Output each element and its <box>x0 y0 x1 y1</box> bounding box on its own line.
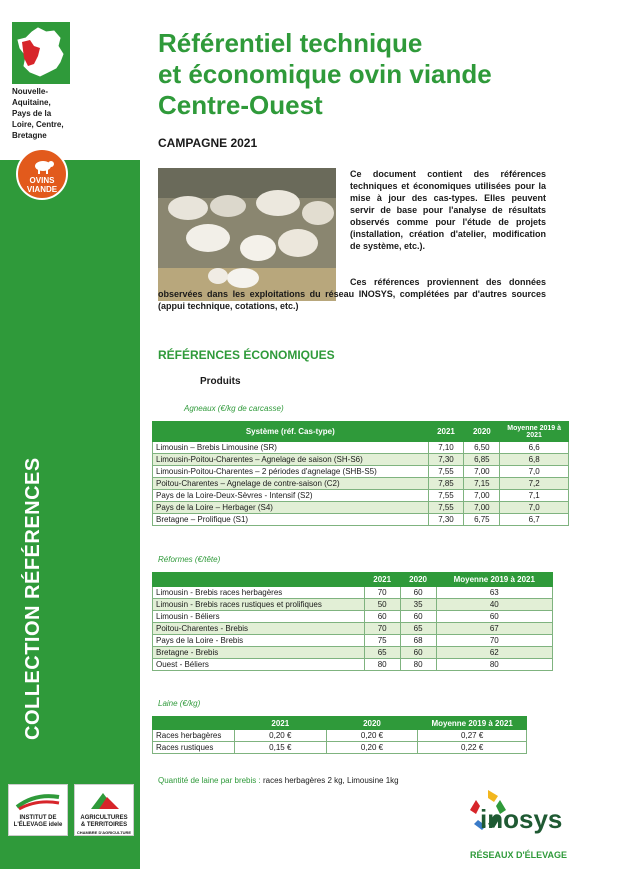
table-cell: 70 <box>436 635 552 647</box>
table-cell: Limousin-Poitou-Charentes – 2 périodes d'agnelage (SHB-S5) <box>153 466 429 478</box>
region-line: Pays de la <box>12 109 52 118</box>
table-cell: Pays de la Loire – Herbager (S4) <box>153 502 429 514</box>
agneaux-caption: Agneaux (€/kg de carcasse) <box>184 404 284 413</box>
table-cell: 6,50 <box>464 442 500 454</box>
laine-caption: Laine (€/kg) <box>158 699 201 708</box>
title-line: Centre-Ouest <box>158 90 323 120</box>
campaign-label: CAMPAGNE 2021 <box>158 136 258 150</box>
table-row <box>153 623 553 635</box>
products-label: Produits <box>200 376 241 387</box>
table-cell: 0,22 € <box>418 742 527 754</box>
title-line: et économique ovin viande <box>158 59 492 89</box>
table-row <box>153 478 569 490</box>
table-cell: 60 <box>436 611 552 623</box>
table-cell: 50 <box>364 599 400 611</box>
table-cell: 6,75 <box>464 514 500 526</box>
reformes-header: Moyenne 2019 à 2021 <box>436 573 552 587</box>
agneaux-header: 2020 <box>464 422 500 442</box>
agneaux-header: Système (réf. Cas-type) <box>153 422 429 442</box>
table-cell: 60 <box>400 611 436 623</box>
intro-paragraph-1: Ce document contient des références techniques et économiques utilisées pour la mise à jour des cas-types. Elles peuvent servir de base pour l'analyse de résultats observés comme pour l'étude de projets (installation, création d'atelier, modification de système, etc.). <box>350 169 546 251</box>
table-cell: 7,55 <box>428 466 464 478</box>
table-cell: 7,0 <box>500 502 569 514</box>
page-title <box>158 28 598 121</box>
table-cell: 40 <box>436 599 552 611</box>
table-cell: 80 <box>364 659 400 671</box>
table-row <box>153 659 553 671</box>
region-line: Bretagne <box>12 131 47 140</box>
reformes-header <box>153 573 365 587</box>
region-list <box>12 86 82 141</box>
chambre-agriculture-logo <box>74 784 134 836</box>
table-cell: 0,20 € <box>326 730 418 742</box>
table-cell: 6,8 <box>500 454 569 466</box>
viande-label: VIANDE <box>26 185 58 194</box>
table-cell: 62 <box>436 647 552 659</box>
table-cell: Bretagne - Brebis <box>153 647 365 659</box>
table-cell: Poitou-Charentes - Brebis <box>153 623 365 635</box>
table-cell: 0,15 € <box>234 742 326 754</box>
laine-note-label: Quantité de laine par brebis : <box>158 776 261 785</box>
table-row <box>153 647 553 659</box>
table-cell: 63 <box>436 587 552 599</box>
table-cell: 0,27 € <box>418 730 527 742</box>
table-row <box>153 587 553 599</box>
table-cell: 7,15 <box>464 478 500 490</box>
table-cell: 7,30 <box>428 514 464 526</box>
table-cell: 60 <box>400 587 436 599</box>
table-cell: Bretagne – Prolifique (S1) <box>153 514 429 526</box>
table-cell: 7,55 <box>428 490 464 502</box>
reformes-header: 2020 <box>400 573 436 587</box>
table-cell: 7,85 <box>428 478 464 490</box>
table-cell: Ouest - Béliers <box>153 659 365 671</box>
table-cell: 7,00 <box>464 502 500 514</box>
agneaux-header: Moyenne 2019 à 2021 <box>500 422 569 442</box>
laine-quantity-note <box>158 776 399 785</box>
reformes-header: 2021 <box>364 573 400 587</box>
table-row <box>153 442 569 454</box>
agriculture-leaf-icon <box>81 791 127 811</box>
table-row <box>153 466 569 478</box>
table-cell: 0,20 € <box>234 730 326 742</box>
agneaux-table <box>152 421 569 526</box>
ovins-label: OVINS <box>29 176 55 185</box>
table-cell: 68 <box>400 635 436 647</box>
region-line: Aquitaine, <box>12 98 51 107</box>
table-cell: 65 <box>364 647 400 659</box>
table-cell: 75 <box>364 635 400 647</box>
reseaux-label: RÉSEAUX D'ÉLEVAGE <box>470 850 567 860</box>
table-row <box>153 635 553 647</box>
table-cell: 65 <box>400 623 436 635</box>
table-cell: 7,55 <box>428 502 464 514</box>
idele-logo <box>8 784 68 836</box>
table-cell: 70 <box>364 587 400 599</box>
table-cell: Races rustiques <box>153 742 235 754</box>
laine-note-value: races herbagères 2 kg, Limousine 1kg <box>260 776 399 785</box>
region-line: Loire, Centre, <box>12 120 64 129</box>
table-cell: 80 <box>400 659 436 671</box>
idele-swoosh-icon <box>15 791 61 811</box>
table-cell: 7,00 <box>464 466 500 478</box>
agneaux-header: 2021 <box>428 422 464 442</box>
title-line: Référentiel technique <box>158 28 423 58</box>
table-cell: 7,1 <box>500 490 569 502</box>
table-cell: 6,7 <box>500 514 569 526</box>
laine-header <box>153 717 235 730</box>
reformes-caption: Réformes (€/tête) <box>158 555 221 564</box>
table-cell: 6,6 <box>500 442 569 454</box>
agri-line: CHAMBRE D'AGRICULTURE <box>76 830 132 835</box>
table-cell: 6,85 <box>464 454 500 466</box>
agri-line: AGRICULTURES <box>80 815 128 821</box>
laine-header: 2020 <box>326 717 418 730</box>
table-row <box>153 454 569 466</box>
laine-header: Moyenne 2019 à 2021 <box>418 717 527 730</box>
table-cell: 35 <box>400 599 436 611</box>
table-cell: 7,00 <box>464 490 500 502</box>
table-cell: 60 <box>364 611 400 623</box>
table-cell: 0,20 € <box>326 742 418 754</box>
table-cell: Poitou-Charentes – Agnelage de contre-saison (C2) <box>153 478 429 490</box>
reformes-table <box>152 572 553 671</box>
table-cell: Limousin - Brebis races rustiques et prolifiques <box>153 599 365 611</box>
idele-line: INSTITUT DE <box>19 815 57 821</box>
table-row <box>153 611 553 623</box>
inosys-logo <box>460 784 600 864</box>
agri-line: & TERRITOIRES <box>80 822 128 828</box>
laine-table <box>152 716 527 754</box>
idele-line: L'ÉLEVAGE idele <box>13 822 63 828</box>
table-cell: 7,10 <box>428 442 464 454</box>
intro-paragraph-2: Ces références proviennent des données observées dans les exploitations du réseau INOSYS, complétées par d'autres sources (appui technique, cotations, etc.) <box>158 277 546 311</box>
table-cell: 60 <box>400 647 436 659</box>
table-row <box>153 599 553 611</box>
table-cell: 67 <box>436 623 552 635</box>
partner-logos <box>8 784 136 840</box>
table-cell: Races herbagères <box>153 730 235 742</box>
table-row <box>153 502 569 514</box>
table-cell: Pays de la Loire - Brebis <box>153 635 365 647</box>
table-cell: 7,30 <box>428 454 464 466</box>
table-row <box>153 730 527 742</box>
table-cell: Limousin - Brebis races herbagères <box>153 587 365 599</box>
table-row <box>153 514 569 526</box>
laine-header: 2021 <box>234 717 326 730</box>
table-row <box>153 742 527 754</box>
table-row <box>153 490 569 502</box>
france-map-icon <box>16 26 66 78</box>
section-title: RÉFÉRENCES ÉCONOMIQUES <box>158 348 335 362</box>
region-line: Nouvelle- <box>12 87 49 96</box>
table-cell: 70 <box>364 623 400 635</box>
ovins-viande-logo <box>16 148 68 200</box>
table-cell: Pays de la Loire-Deux-Sèvres - Intensif (S2) <box>153 490 429 502</box>
table-cell: Limousin – Brebis Limousine (SR) <box>153 442 429 454</box>
table-cell: Limousin-Poitou-Charentes – Agnelage de saison (SH-S6) <box>153 454 429 466</box>
collection-label: COLLECTION RÉFÉRENCES <box>22 457 44 740</box>
table-cell: Limousin - Béliers <box>153 611 365 623</box>
table-cell: 80 <box>436 659 552 671</box>
sheep-icon <box>33 158 55 174</box>
table-cell: 7,2 <box>500 478 569 490</box>
table-cell: 7,0 <box>500 466 569 478</box>
inosys-wordmark: inosys <box>480 804 563 834</box>
